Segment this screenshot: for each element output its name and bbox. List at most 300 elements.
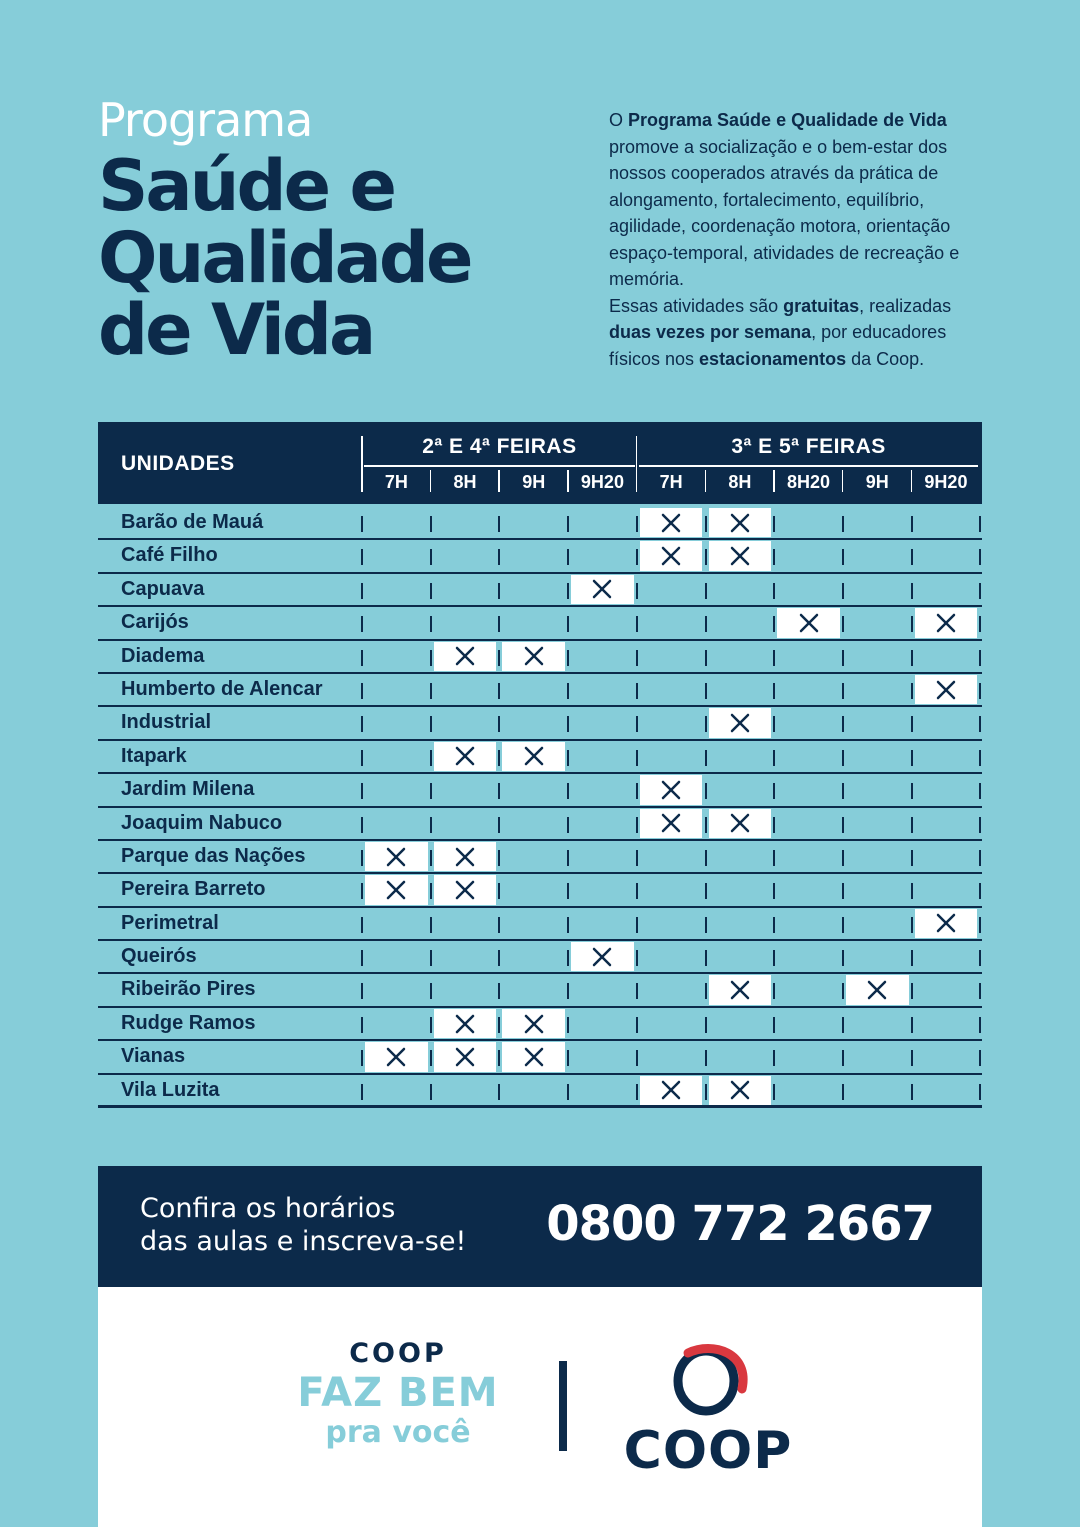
- schedule-cell-empty: [843, 1075, 912, 1106]
- intro-highlight: estacionamentos: [699, 348, 847, 369]
- schedule-cell-empty: [568, 607, 637, 638]
- time-column-header: 9H20: [924, 472, 968, 492]
- unit-name: Café Filho: [121, 544, 218, 567]
- group-underline: [639, 465, 979, 467]
- column-separator: [498, 516, 500, 532]
- column-separator: [842, 1017, 844, 1033]
- column-separator: [636, 817, 638, 833]
- time-column-header: 8H: [728, 472, 752, 492]
- column-separator: [979, 583, 981, 599]
- schedule-cell-empty: [843, 1008, 912, 1039]
- column-separator: [361, 650, 363, 666]
- column-separator: [430, 616, 432, 632]
- column-separator: [498, 817, 500, 833]
- schedule-cell-empty: [362, 607, 431, 638]
- schedule-cell-empty: [362, 974, 431, 1005]
- schedule-cell-empty: [431, 574, 500, 605]
- schedule-cell-empty: [912, 941, 981, 972]
- table-row: [98, 741, 982, 774]
- schedule-cell-marked: [431, 841, 500, 872]
- header-column-divider: [498, 470, 500, 492]
- schedule-cell-empty: [706, 641, 775, 672]
- column-separator: [705, 650, 707, 666]
- schedule-cell-empty: [362, 574, 431, 605]
- column-separator: [636, 983, 638, 999]
- unit-name: Jardim Milena: [121, 778, 255, 801]
- column-separator: [911, 616, 913, 632]
- schedule-cell-empty: [912, 841, 981, 872]
- column-separator: [979, 616, 981, 632]
- column-separator: [636, 917, 638, 933]
- schedule-cell-empty: [568, 641, 637, 672]
- schedule-cell-marked: [499, 641, 568, 672]
- schedule-cell-empty: [499, 1075, 568, 1106]
- schedule-cell-empty: [706, 674, 775, 705]
- coop-logo: [618, 1343, 798, 1481]
- column-separator: [911, 549, 913, 565]
- column-separator: [705, 850, 707, 866]
- column-separator: [773, 783, 775, 799]
- unit-name: Diadema: [121, 644, 205, 667]
- schedule-cell-marked: [431, 874, 500, 905]
- column-separator: [498, 583, 500, 599]
- schedule-cell-empty: [431, 774, 500, 805]
- schedule-cell-empty: [362, 774, 431, 805]
- x-mark-icon: [866, 979, 888, 1001]
- column-separator: [911, 883, 913, 899]
- schedule-cell-marked: [912, 674, 981, 705]
- unit-name: Rudge Ramos: [121, 1011, 256, 1034]
- header-column-divider: [773, 470, 775, 492]
- column-separator: [567, 983, 569, 999]
- column-separator: [636, 783, 638, 799]
- unit-name: Ribeirão Pires: [121, 978, 256, 1001]
- x-mark-icon: [660, 812, 682, 834]
- column-separator: [361, 817, 363, 833]
- schedule-cell-empty: [637, 941, 706, 972]
- column-separator: [498, 683, 500, 699]
- column-separator: [705, 516, 707, 532]
- column-separator: [498, 983, 500, 999]
- schedule-cell-empty: [431, 908, 500, 939]
- column-separator: [567, 950, 569, 966]
- title-line-2: Qualidade: [98, 217, 471, 299]
- schedule-cell-marked: [706, 974, 775, 1005]
- schedule-cell-empty: [774, 941, 843, 972]
- schedule-cell-empty: [843, 808, 912, 839]
- column-separator: [773, 549, 775, 565]
- column-separator: [979, 1084, 981, 1100]
- schedule-cell-empty: [912, 1075, 981, 1106]
- column-separator: [567, 783, 569, 799]
- column-separator: [773, 750, 775, 766]
- column-separator: [636, 1084, 638, 1100]
- schedule-cell-marked: [431, 1041, 500, 1072]
- column-separator: [705, 616, 707, 632]
- table-row: [98, 1008, 982, 1041]
- schedule-cell-empty: [568, 1008, 637, 1039]
- column-separator: [430, 583, 432, 599]
- time-column-header: 7H: [659, 472, 683, 492]
- schedule-cell-empty: [362, 941, 431, 972]
- time-column-header: 9H: [522, 472, 546, 492]
- column-separator: [911, 516, 913, 532]
- schedule-cell-marked: [774, 607, 843, 638]
- title-line-1: Saúde e: [98, 145, 394, 227]
- schedule-cell-marked: [362, 874, 431, 905]
- schedule-cell-empty: [499, 808, 568, 839]
- schedule-cell-empty: [774, 774, 843, 805]
- x-mark-icon: [523, 1013, 545, 1035]
- unit-name: Humberto de Alencar: [121, 677, 323, 700]
- schedule-cell-empty: [774, 874, 843, 905]
- column-separator: [773, 650, 775, 666]
- schedule-cell-empty: [499, 941, 568, 972]
- column-separator: [705, 583, 707, 599]
- schedule-cell-empty: [706, 874, 775, 905]
- x-mark-icon: [798, 612, 820, 634]
- column-separator: [430, 650, 432, 666]
- column-separator: [636, 683, 638, 699]
- x-mark-icon: [454, 1046, 476, 1068]
- unit-name: Industrial: [121, 711, 212, 734]
- column-separator: [705, 983, 707, 999]
- schedule-cell-empty: [912, 774, 981, 805]
- schedule-cell-empty: [912, 1008, 981, 1039]
- schedule-cell-empty: [499, 707, 568, 738]
- table-row: [98, 974, 982, 1007]
- x-mark-icon: [591, 946, 613, 968]
- schedule-cell-empty: [637, 874, 706, 905]
- schedule-cell-empty: [568, 741, 637, 772]
- column-separator: [842, 783, 844, 799]
- column-separator: [498, 917, 500, 933]
- column-separator: [430, 983, 432, 999]
- column-separator: [361, 950, 363, 966]
- column-separator: [705, 549, 707, 565]
- column-separator: [705, 783, 707, 799]
- table-row: [98, 1041, 982, 1074]
- table-row: [98, 841, 982, 874]
- x-mark-icon: [523, 1046, 545, 1068]
- column-separator: [430, 549, 432, 565]
- column-separator: [911, 683, 913, 699]
- column-separator: [773, 883, 775, 899]
- column-separator: [911, 917, 913, 933]
- schedule-cell-empty: [843, 641, 912, 672]
- schedule-cell-empty: [912, 707, 981, 738]
- schedule-cell-empty: [912, 574, 981, 605]
- unit-name: Queirós: [121, 945, 197, 968]
- schedule-cell-empty: [637, 1008, 706, 1039]
- column-separator: [361, 983, 363, 999]
- column-separator: [498, 1084, 500, 1100]
- column-separator: [773, 616, 775, 632]
- table-row: [98, 774, 982, 807]
- column-separator: [705, 750, 707, 766]
- column-separator: [979, 917, 981, 933]
- header-column-divider: [567, 470, 569, 492]
- intro-text: [609, 107, 989, 372]
- callout-line-1: Confira os horários: [140, 1193, 396, 1224]
- column-separator: [361, 917, 363, 933]
- column-separator: [979, 516, 981, 532]
- schedule-cell-empty: [431, 974, 500, 1005]
- schedule-cell-empty: [843, 908, 912, 939]
- units-column-header: UNIDADES: [121, 452, 235, 475]
- intro-text-part: O: [609, 110, 629, 130]
- unit-name: Perimetral: [121, 911, 219, 934]
- x-mark-icon: [660, 545, 682, 567]
- x-mark-icon: [935, 679, 957, 701]
- column-separator: [979, 950, 981, 966]
- schedule-cell-empty: [843, 874, 912, 905]
- column-separator: [498, 716, 500, 732]
- column-separator: [567, 716, 569, 732]
- schedule-cell-empty: [362, 908, 431, 939]
- schedule-table: [98, 422, 982, 1108]
- schedule-cell-empty: [431, 1075, 500, 1106]
- column-separator: [842, 983, 844, 999]
- group-header-mon-wed: 2ª E 4ª FEIRAS: [422, 435, 577, 458]
- column-separator: [361, 850, 363, 866]
- x-mark-icon: [660, 1079, 682, 1101]
- column-separator: [498, 1017, 500, 1033]
- unit-name: Vianas: [121, 1045, 186, 1068]
- column-separator: [705, 1050, 707, 1066]
- x-mark-icon: [385, 879, 407, 901]
- column-separator: [430, 1017, 432, 1033]
- footer-divider: [559, 1361, 567, 1451]
- group-underline: [364, 465, 635, 467]
- table-header: [98, 422, 982, 504]
- column-separator: [567, 850, 569, 866]
- schedule-cell-empty: [843, 941, 912, 972]
- schedule-cell-empty: [568, 908, 637, 939]
- x-mark-icon: [454, 1013, 476, 1035]
- schedule-cell-empty: [706, 774, 775, 805]
- schedule-cell-empty: [568, 707, 637, 738]
- column-separator: [911, 1050, 913, 1066]
- schedule-cell-empty: [568, 1075, 637, 1106]
- table-row: [98, 574, 982, 607]
- column-separator: [567, 516, 569, 532]
- column-separator: [979, 650, 981, 666]
- schedule-cell-empty: [706, 607, 775, 638]
- title-line-3: de Vida: [98, 289, 374, 371]
- unit-name: Joaquim Nabuco: [121, 811, 283, 834]
- schedule-cell-empty: [637, 707, 706, 738]
- schedule-cell-marked: [912, 607, 981, 638]
- schedule-cell-marked: [431, 1008, 500, 1039]
- schedule-cell-marked: [637, 507, 706, 538]
- intro-highlight: gratuitas: [783, 295, 860, 316]
- header-group-divider: [361, 436, 363, 492]
- column-separator: [911, 783, 913, 799]
- schedule-cell-empty: [912, 974, 981, 1005]
- column-separator: [567, 650, 569, 666]
- column-separator: [361, 750, 363, 766]
- column-separator: [773, 1017, 775, 1033]
- phone-number[interactable]: 0800 772 2667: [546, 1196, 934, 1252]
- unit-name: Barão de Mauá: [121, 511, 264, 533]
- column-separator: [361, 1050, 363, 1066]
- header-group-divider: [636, 436, 638, 492]
- column-separator: [842, 750, 844, 766]
- schedule-cell-empty: [843, 707, 912, 738]
- column-separator: [430, 683, 432, 699]
- column-separator: [842, 817, 844, 833]
- column-separator: [773, 1050, 775, 1066]
- column-separator: [498, 650, 500, 666]
- schedule-cell-empty: [637, 641, 706, 672]
- column-separator: [430, 950, 432, 966]
- schedule-cell-marked: [912, 908, 981, 939]
- unit-name: Pereira Barreto: [121, 878, 266, 901]
- schedule-cell-empty: [499, 874, 568, 905]
- schedule-cell-empty: [362, 1008, 431, 1039]
- column-separator: [636, 650, 638, 666]
- schedule-cell-empty: [774, 507, 843, 538]
- column-separator: [567, 683, 569, 699]
- column-separator: [979, 850, 981, 866]
- column-separator: [498, 1050, 500, 1066]
- schedule-cell-empty: [706, 908, 775, 939]
- table-row: [98, 908, 982, 941]
- table-row: [98, 674, 982, 707]
- schedule-cell-empty: [912, 874, 981, 905]
- column-separator: [636, 750, 638, 766]
- schedule-cell-empty: [843, 774, 912, 805]
- column-separator: [842, 549, 844, 565]
- schedule-cell-empty: [912, 808, 981, 839]
- schedule-cell-empty: [637, 574, 706, 605]
- schedule-cell-empty: [637, 1041, 706, 1072]
- column-separator: [498, 783, 500, 799]
- schedule-cell-marked: [568, 941, 637, 972]
- schedule-cell-empty: [362, 674, 431, 705]
- column-separator: [430, 783, 432, 799]
- schedule-cell-empty: [362, 540, 431, 571]
- column-separator: [636, 516, 638, 532]
- column-separator: [979, 983, 981, 999]
- x-mark-icon: [660, 512, 682, 534]
- schedule-cell-empty: [499, 974, 568, 1005]
- column-separator: [842, 1084, 844, 1100]
- column-separator: [567, 883, 569, 899]
- schedule-cell-empty: [637, 841, 706, 872]
- schedule-cell-empty: [912, 641, 981, 672]
- schedule-cell-empty: [499, 607, 568, 638]
- schedule-cell-empty: [637, 974, 706, 1005]
- faz-bem-coop-text: COOP: [349, 1338, 447, 1369]
- schedule-cell-empty: [431, 607, 500, 638]
- schedule-cell-empty: [706, 941, 775, 972]
- column-separator: [911, 817, 913, 833]
- column-separator: [636, 549, 638, 565]
- schedule-cell-marked: [706, 540, 775, 571]
- column-separator: [361, 1017, 363, 1033]
- schedule-cell-empty: [499, 507, 568, 538]
- schedule-cell-empty: [568, 540, 637, 571]
- column-separator: [567, 817, 569, 833]
- x-mark-icon: [523, 645, 545, 667]
- schedule-cell-empty: [912, 540, 981, 571]
- column-separator: [911, 950, 913, 966]
- table-row: [98, 941, 982, 974]
- column-separator: [911, 983, 913, 999]
- coop-ring-icon: [618, 1343, 798, 1427]
- column-separator: [430, 917, 432, 933]
- column-separator: [361, 516, 363, 532]
- schedule-cell-empty: [362, 741, 431, 772]
- schedule-cell-marked: [499, 1041, 568, 1072]
- column-separator: [361, 616, 363, 632]
- schedule-cell-empty: [431, 707, 500, 738]
- column-separator: [979, 549, 981, 565]
- schedule-cell-empty: [637, 741, 706, 772]
- x-mark-icon: [729, 512, 751, 534]
- schedule-cell-empty: [706, 1008, 775, 1039]
- schedule-cell-empty: [774, 540, 843, 571]
- schedule-cell-empty: [568, 808, 637, 839]
- table-row: [98, 540, 982, 573]
- schedule-cell-marked: [637, 774, 706, 805]
- footer: [98, 1287, 982, 1527]
- table-body: [98, 507, 982, 1108]
- column-separator: [430, 850, 432, 866]
- table-row: [98, 808, 982, 841]
- column-separator: [979, 883, 981, 899]
- schedule-cell-marked: [637, 540, 706, 571]
- table-row: [98, 507, 982, 540]
- column-separator: [842, 616, 844, 632]
- x-mark-icon: [729, 979, 751, 1001]
- x-mark-icon: [729, 545, 751, 567]
- schedule-cell-empty: [774, 574, 843, 605]
- column-separator: [361, 783, 363, 799]
- time-column-header: 9H: [865, 472, 889, 492]
- schedule-cell-empty: [568, 507, 637, 538]
- time-column-header: 9H20: [580, 472, 624, 492]
- column-separator: [567, 616, 569, 632]
- column-separator: [498, 549, 500, 565]
- schedule-cell-empty: [774, 841, 843, 872]
- column-separator: [979, 783, 981, 799]
- x-mark-icon: [729, 812, 751, 834]
- column-separator: [842, 1050, 844, 1066]
- column-separator: [705, 683, 707, 699]
- column-separator: [361, 683, 363, 699]
- schedule-cell-empty: [843, 841, 912, 872]
- column-separator: [773, 1084, 775, 1100]
- schedule-cell-empty: [499, 908, 568, 939]
- schedule-cell-empty: [843, 507, 912, 538]
- intro-text-part: Essas atividades são: [609, 295, 784, 316]
- column-separator: [430, 750, 432, 766]
- schedule-cell-empty: [362, 641, 431, 672]
- faz-bem-sub-text: pra você: [325, 1415, 471, 1450]
- faz-bem-main-text: FAZ BEM: [297, 1370, 499, 1416]
- column-separator: [705, 950, 707, 966]
- column-separator: [911, 583, 913, 599]
- x-mark-icon: [385, 1046, 407, 1068]
- column-separator: [636, 950, 638, 966]
- table-row: [98, 1075, 982, 1108]
- schedule-cell-empty: [774, 641, 843, 672]
- column-separator: [979, 1050, 981, 1066]
- column-separator: [842, 883, 844, 899]
